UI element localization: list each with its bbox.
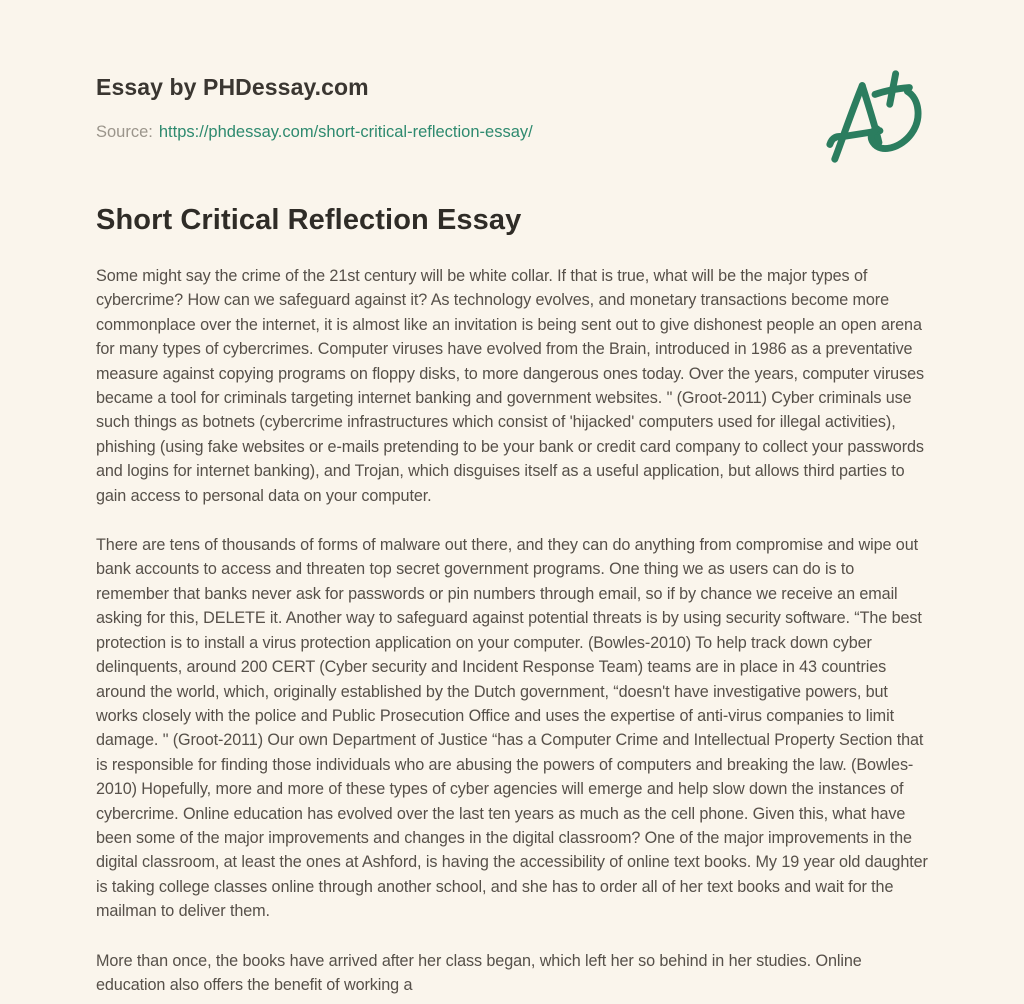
phdessay-logo [822,62,930,170]
source-row [96,123,928,142]
essay-paragraph: There are tens of thousands of forms of malware out there, and they can do anything from compromise and wipe out bank accounts to access and threaten top secret government programs. One thing we as users can do is to remember that banks never ask for passwords or pin numbers through email, so if by chance we receive an email asking for this, DELETE it. Another way to safeguard against potential threats is by using security software. “The best protection is to install a virus protection application on your computer. (Bowles-2010) To help track down cyber delinquents, around 200 CERT (Cyber security and Incident Response Team) teams are in place in 43 countries around the world, which, originally established by the Dutch government, “doesn't have investigative powers, but works closely with the police and Public Prosecution Office and uses the expertise of anti-virus companies to limit damage. " (Groot-2011) Our own Department of Justice “has a Computer Crime and Intellectual Property Section that is responsible for finding those individuals who are abusing the powers of computers and breaking the law. (Bowles-2010) Hopefully, more and more of these types of cyber agencies will emerge and help slow down the instances of cybercrime. Online education has evolved over the last ten years as much as the cell phone. Given this, what have been some of the major improvements and changes in the digital classroom? One of the major improvements in the digital classroom, at least the ones at Ashford, is having the accessibility of online text books. My 19 year old daughter is taking college classes online through another school, and she has to order all of her text books and wait for the mailman to deliver them. [96,536,928,921]
a-plus-icon [822,62,930,170]
essay-body [96,264,928,997]
byline: Essay by PHDessay.com [96,74,369,100]
essay-paragraph: Some might say the crime of the 21st century will be white collar. If that is true, what will be the major types of cybercrime? How can we safeguard against it? As technology evolves, and monetary transactions become more commonplace over the internet, it is almost like an invitation is being sent out to give dishonest people an open arena for many types of cybercrimes. Computer viruses have evolved from the Brain, introduced in 1986 as a preventative measure against copying programs on floppy disks, to more dangerous ones today. Over the years, computer viruses became a tool for criminals targeting internet banking and government websites. " (Groot-2011) Cyber criminals use such things as botnets (cybercrime infrastructures which consist of 'hijacked' computers used for illegal activities), phishing (using fake websites or e-mails pretending to be your bank or credit card company to collect your passwords and logins for internet banking), and Trojan, which disguises itself as a useful application, but allows third parties to gain access to personal data on your computer. [96,267,924,505]
page-title: Short Critical Reflection Essay [96,204,522,236]
essay-paragraph: More than once, the books have arrived after her class began, which left her so behind in her studies. Online education also offers the benefit of working a [96,951,862,994]
source-label: Source: [96,123,153,141]
source-link[interactable]: https://phdessay.com/short-critical-reflection-essay/ [158,123,533,141]
